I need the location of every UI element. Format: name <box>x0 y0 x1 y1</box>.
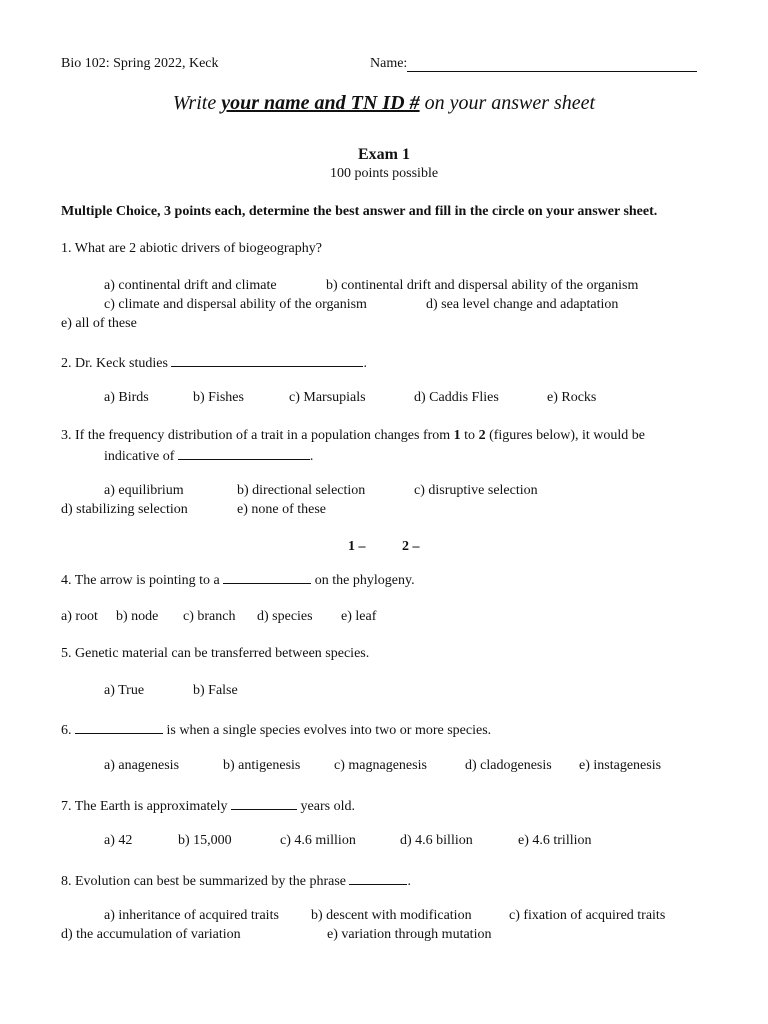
q3-text-a: 3. If the frequency distribution of a trait in a population changes from <box>61 428 451 443</box>
q3-answer-a: a) equilibrium <box>104 483 184 498</box>
q7-answer-c: c) 4.6 million <box>280 833 356 848</box>
q3-text-c: (figures below), it would be <box>489 428 645 443</box>
question-1: 1. What are 2 abiotic drivers of biogeography? <box>61 241 322 256</box>
question-8 <box>61 871 411 890</box>
question-5: 5. Genetic material can be transferred between species. <box>61 646 370 661</box>
q8-answer-b: b) descent with modification <box>311 908 472 923</box>
q7-answer-d: d) 4.6 billion <box>400 833 473 848</box>
name-field <box>370 56 697 72</box>
q8-text: 8. Evolution can best be summarized by the phrase <box>61 874 346 889</box>
question-7 <box>61 796 355 815</box>
q5-answer-b: b) False <box>193 683 238 698</box>
q6-blank <box>75 720 163 734</box>
q3-answer-e: e) none of these <box>237 502 327 517</box>
q6-text: is when a single species evolves into two or more species. <box>166 723 492 738</box>
q6-answer-d: d) cladogenesis <box>465 758 552 773</box>
q3-answer-d: d) stabilizing selection <box>61 502 188 517</box>
q3-answer-c: c) disruptive selection <box>414 483 538 498</box>
q4-answer-d: d) species <box>257 609 313 624</box>
exam-title: Exam 1 <box>358 146 410 163</box>
q7-answer-e: e) 4.6 trillion <box>518 833 592 848</box>
q3-answer-b: b) directional selection <box>237 483 366 498</box>
q2-answer-b: b) Fishes <box>193 390 244 405</box>
name-blank-line <box>407 57 697 72</box>
exam-points: 100 points possible <box>329 166 439 181</box>
instruction-prefix: Write <box>172 92 222 114</box>
q4-answer-c: c) branch <box>183 609 236 624</box>
q1-answer-e: e) all of these <box>61 316 137 331</box>
instruction-suffix: on your answer sheet <box>419 92 596 114</box>
question-6 <box>61 720 491 739</box>
q8-answer-c: c) fixation of acquired traits <box>509 908 666 923</box>
q4-answer-e: e) leaf <box>341 609 377 624</box>
q2-answer-d: d) Caddis Flies <box>414 390 499 405</box>
q2-answer-a: a) Birds <box>104 390 149 405</box>
question-4 <box>61 570 415 589</box>
figure-2-label: 2 – <box>402 539 420 554</box>
question-3 <box>61 428 645 444</box>
q1-answer-b: b) continental drift and dispersal ability of the organism <box>326 278 639 293</box>
q2-text-end: . <box>363 356 367 371</box>
q3-blank <box>178 446 310 460</box>
answer-sheet-instruction <box>0 92 768 115</box>
q8-blank <box>349 871 407 885</box>
question-3-line2 <box>104 446 313 465</box>
q4-blank <box>223 570 311 584</box>
q8-text-end: . <box>407 874 411 889</box>
q7-text: 7. The Earth is approximately <box>61 799 228 814</box>
q3-text-end: . <box>309 449 314 464</box>
q7-answer-a: a) 42 <box>104 833 133 848</box>
q3-figure-1-ref: 1 <box>453 428 461 443</box>
figure-1-label: 1 – <box>348 539 366 554</box>
q6-answer-b: b) antigenesis <box>223 758 301 773</box>
name-label: Name: <box>370 56 408 71</box>
question-2 <box>61 353 367 372</box>
instruction-emphasis: your name and TN ID # <box>221 92 420 114</box>
q6-number: 6. <box>61 723 72 738</box>
q3-text-line2: indicative of <box>104 449 175 464</box>
section-header: Multiple Choice, 3 points each, determine the best answer and fill in the circle on your answer sheet. <box>61 204 658 219</box>
q7-answer-b: b) 15,000 <box>178 833 232 848</box>
q1-answer-c: c) climate and dispersal ability of the organism <box>104 297 367 312</box>
q1-answer-d: d) sea level change and adaptation <box>426 297 619 312</box>
q4-answer-a: a) root <box>61 609 98 624</box>
q2-blank <box>171 353 363 367</box>
q6-answer-a: a) anagenesis <box>104 758 180 773</box>
q4-answer-b: b) node <box>116 609 159 624</box>
q6-answer-e: e) instagenesis <box>579 758 662 773</box>
q2-answer-e: e) Rocks <box>547 390 597 405</box>
q8-answer-a: a) inheritance of acquired traits <box>104 908 279 923</box>
course-header: Bio 102: Spring 2022, Keck <box>61 56 219 71</box>
q7-text-end: years old. <box>300 799 355 814</box>
q3-figure-2-ref: 2 <box>478 428 486 443</box>
q8-answer-e: e) variation through mutation <box>327 927 492 942</box>
q4-text: 4. The arrow is pointing to a <box>61 573 220 588</box>
q5-answer-a: a) True <box>104 683 145 698</box>
q8-answer-d: d) the accumulation of variation <box>61 927 241 942</box>
q2-text: 2. Dr. Keck studies <box>61 356 168 371</box>
q2-answer-c: c) Marsupials <box>289 390 366 405</box>
q4-text-end: on the phylogeny. <box>314 573 415 588</box>
q1-answer-a: a) continental drift and climate <box>104 278 277 293</box>
q3-text-b: to <box>464 428 476 443</box>
q6-answer-c: c) magnagenesis <box>334 758 427 773</box>
q7-blank <box>231 796 297 810</box>
